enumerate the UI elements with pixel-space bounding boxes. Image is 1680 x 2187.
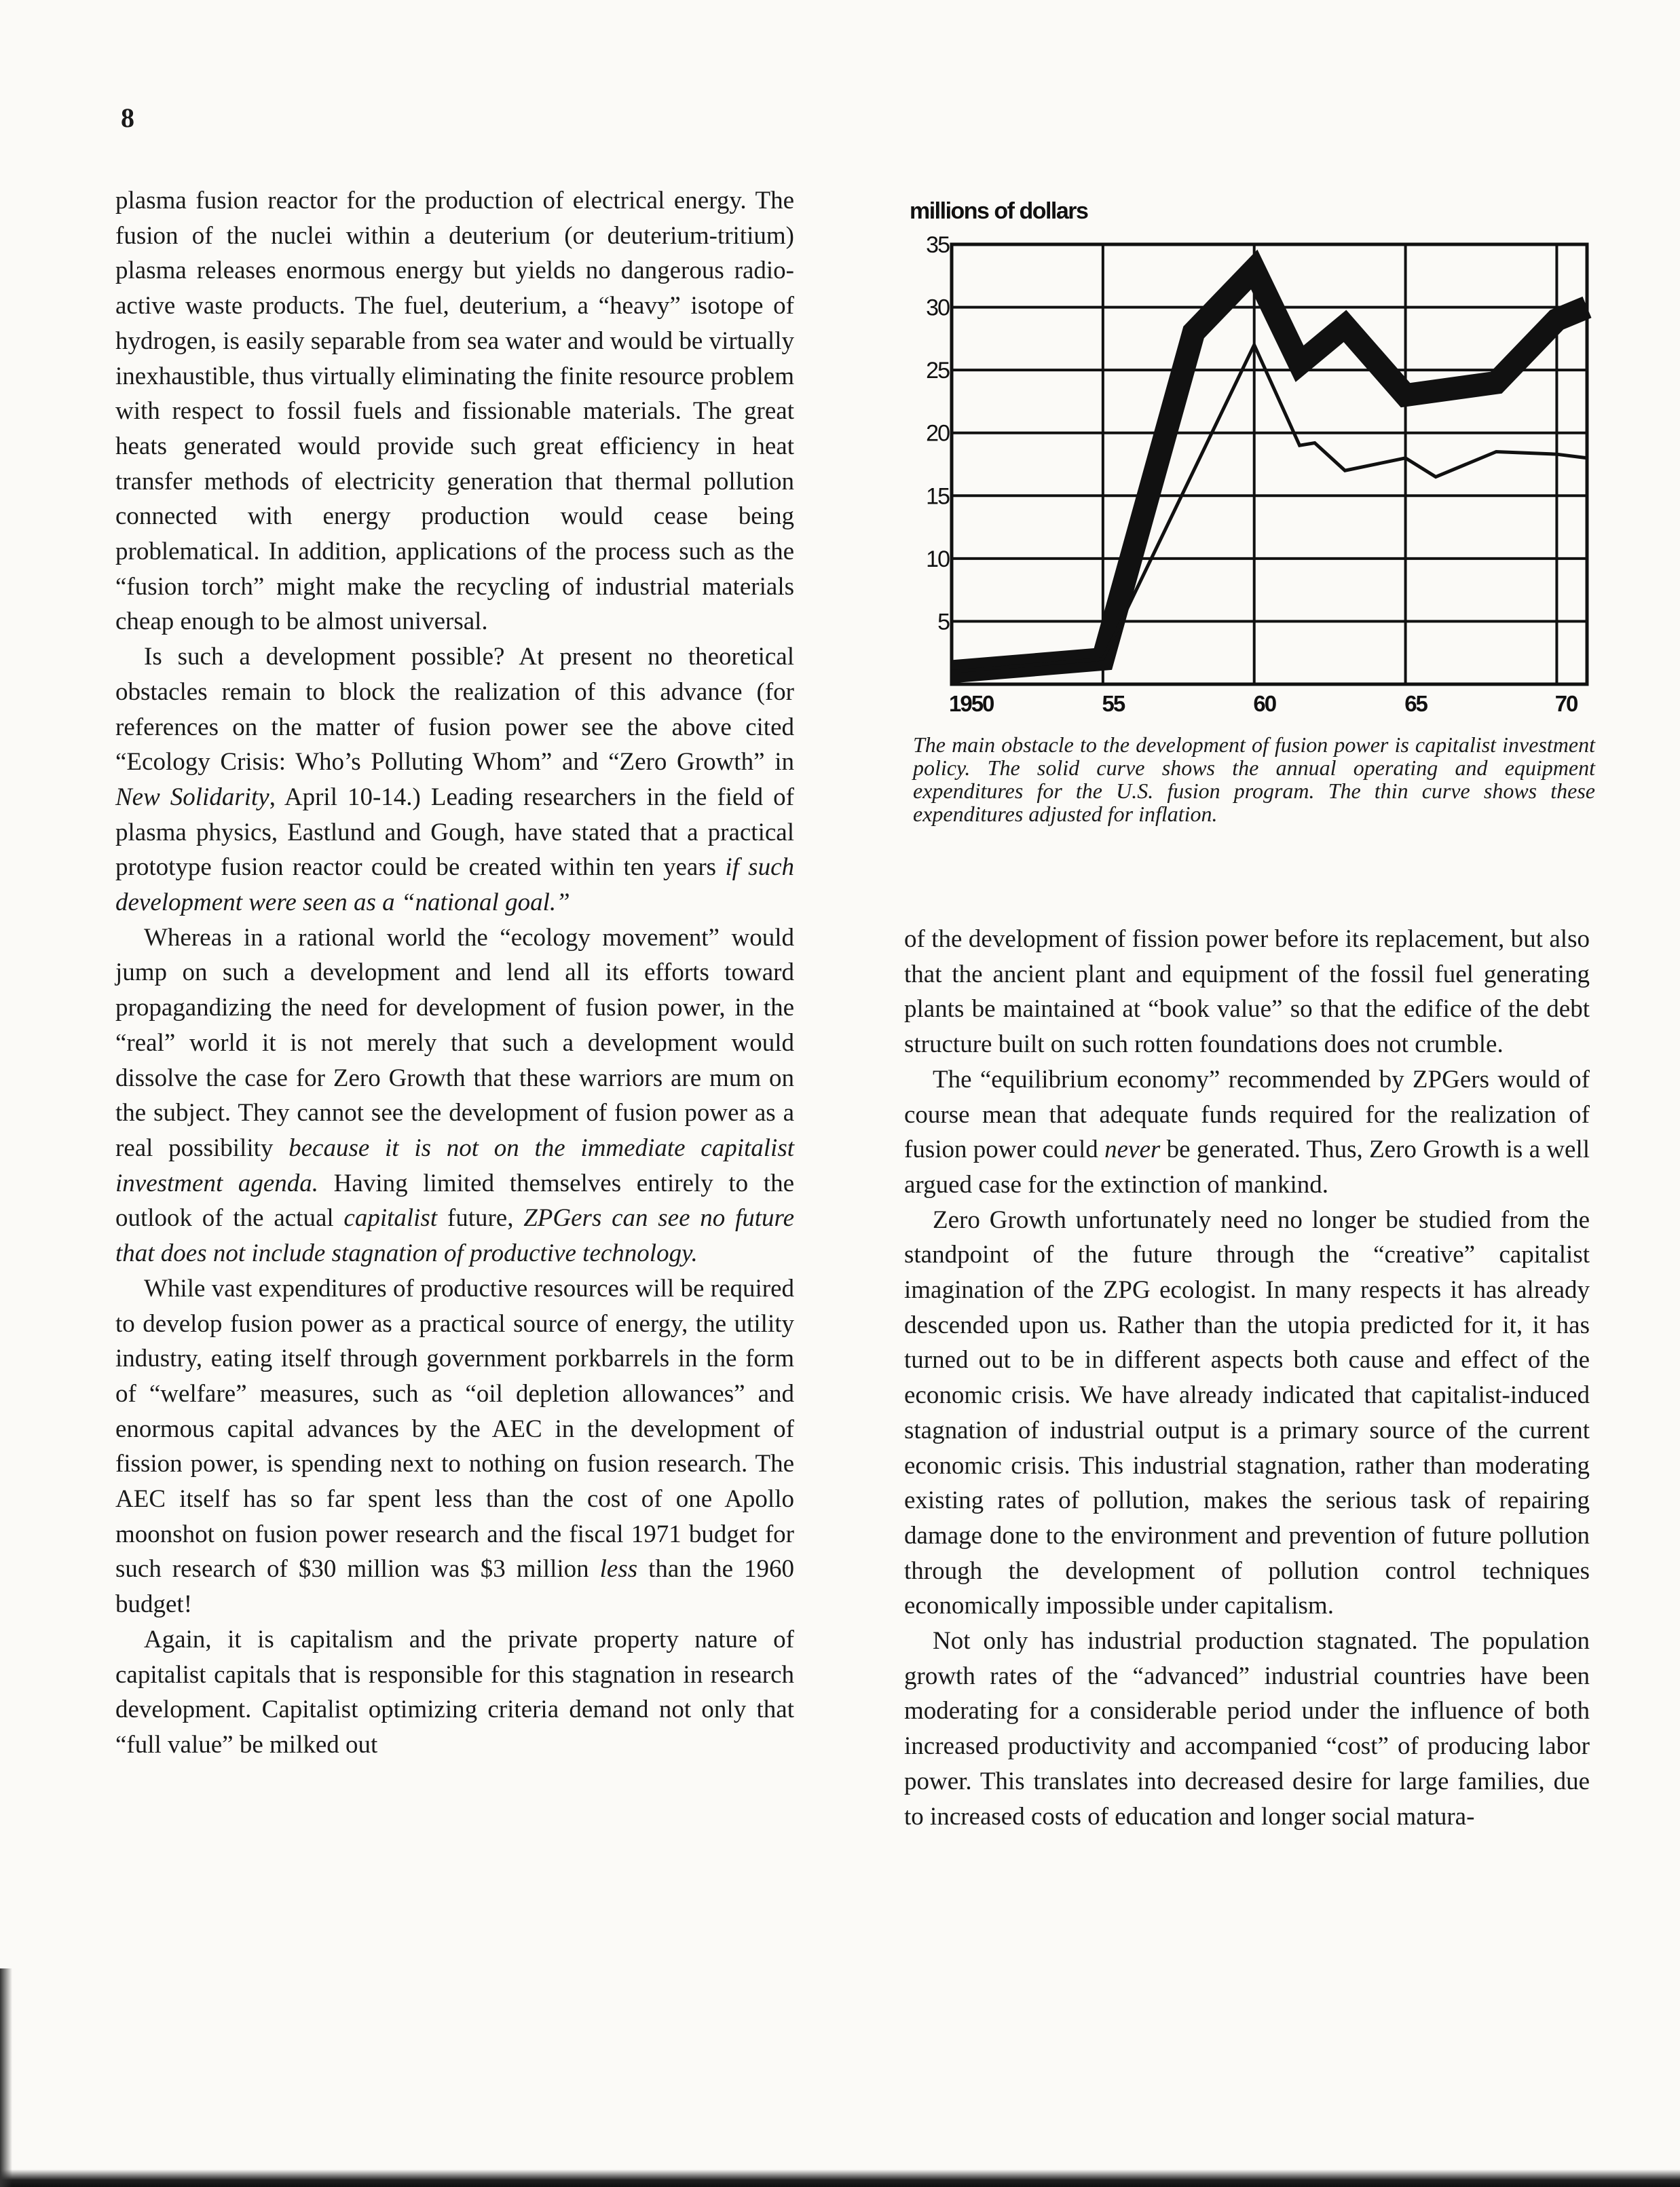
right-column <box>904 922 1590 1834</box>
paragraph <box>115 920 794 1271</box>
italic-text-run: because it is not on the immediate capitalist investment agenda. <box>115 1134 794 1197</box>
x-tick-label: 1950 <box>949 691 994 716</box>
chart-y-ticks <box>926 232 950 635</box>
x-tick-label: 65 <box>1404 691 1427 716</box>
chart-series-group <box>952 269 1587 671</box>
x-tick-label: 70 <box>1554 691 1578 716</box>
page-bottom-edge <box>0 2169 1680 2187</box>
italic-text-run: if such development were seen as a “national goal.” <box>115 853 794 917</box>
y-tick-label: 5 <box>937 609 949 635</box>
text-run: Not only has industrial production stagnated. The population growth rates of the “advanced” industrial countries have been moderating for a considerable period under the influence of both increased productivity and accompanied “cost” of producing labor power. This translates into decreased desire for large families, due to increased costs of education and longer social matura- <box>904 1627 1590 1831</box>
paragraph <box>115 1622 794 1763</box>
italic-text-run: never <box>1104 1136 1161 1164</box>
text-run: be generated. Thus, Zero Growth is a well argued case for the extinction of mankind. <box>904 1136 1590 1199</box>
text-run: plasma fusion reactor for the production of electrical energy. The fusion of the nuclei within a deuterium (or deuterium-tritium) plasma releases enormous energy but yields no dangerous radio-active waste products. The fuel, deuterium, a “heavy” isotope of hydrogen, is easily separable from sea water and would be virtually inexhaustible, thus virtually eliminating the finite resource problem with respect to fossil fuels and fissionable materials. The great heats generated would provide such great efficiency in heat transfer methods of electricity generation that thermal pollution connected with energy production would cease being problematical. In addition, applications of the process such as the “fusion torch” might make the recycling of industrial materials cheap enough to be almost universal. <box>115 187 794 636</box>
y-tick-label: 30 <box>926 295 949 321</box>
text-run: While vast expenditures of productive resources will be required to develop fusion power as a practical source of energy, the utility industry, eating itself through government porkbarrels in the form of “welfare” measures, such as “oil depletion allowances” and enormous capital advances by the AEC in the development of fission power, is spending next to nothing on fusion research. The AEC itself has so far spent less than the cost of one Apollo moonshot on fusion power research and the fiscal 1971 budget for such research of $30 million was $3 million <box>115 1274 794 1584</box>
expenditure-chart <box>910 197 1595 718</box>
paragraph <box>115 183 794 639</box>
italic-text-run: less <box>599 1555 638 1584</box>
text-run: Again, it is capitalism and the private property nature of capitalist capitals that is responsible for this stagnation in research development. Capitalist optimizing criteria demand not only that “full value” be milked out <box>115 1625 794 1759</box>
text-run: Whereas in a rational world the “ecology movement” would jump on such a development and lend all its efforts toward propagandizing the need for development of fusion power, in the “real” world it is not merely that such a development would dissolve the case for Zero Growth that these warriors are mum on the subject. They cannot see the development of fusion power as a real possibility <box>115 923 794 1162</box>
text-run: The “equilibrium economy” recommended by ZPGers would of course mean that adequate funds required for the realization of fusion power could <box>904 1065 1590 1164</box>
figure <box>910 197 1595 825</box>
chart-y-axis-label: millions of dollars <box>910 198 1088 224</box>
paragraph <box>115 1271 794 1622</box>
text-run: Zero Growth unfortunately need no longer be studied from the standpoint of the future through the “creative” capitalist imagination of the ZPG ecologist. In many respects it has already descended upon us. Rather than the utopia predicted for it, it has turned out to be in different aspects both cause and effect of the economic crisis. We have already indicated that capitalist-induced stagnation of industrial output is a primary source of the current economic crisis. This industrial stagnation, rather than moderating existing rates of pollution, makes the serious task of repairing damage done to the environment and prevention of future pollution through the development of pollution control techniques economically impossible under capitalism. <box>904 1205 1590 1620</box>
italic-text-run: New Solidarity <box>115 783 269 811</box>
text-run: Having limited themselves entirely to the outlook of the actual <box>115 1169 794 1233</box>
paragraph <box>904 1062 1590 1203</box>
figure-caption: The main obstacle to the development of fusion power is capitalist investment policy. The solid curve shows the annual operating and equipment expenditures for the U.S. fusion program. The thin curve shows these expenditures adjusted for inflation. <box>913 732 1595 826</box>
paragraph <box>904 1624 1590 1834</box>
italic-text-run: capitalist <box>343 1204 438 1233</box>
series-line-thick <box>952 269 1587 671</box>
y-tick-label: 20 <box>926 420 949 447</box>
chart-x-ticks <box>949 691 1578 716</box>
y-tick-label: 15 <box>926 483 949 510</box>
paragraph <box>904 922 1590 1062</box>
left-column <box>115 183 794 1763</box>
x-tick-label: 55 <box>1102 691 1125 716</box>
page-number: 8 <box>121 102 134 133</box>
italic-text-run: ZPGers can see no future that does not include stagnation of productive technology. <box>115 1204 794 1268</box>
text-run: Is such a development possible? At present no theoretical obstacles remain to block the realization of this advance (for references on the matter of fusion power see the above cited “Ecology Crisis: Who’s Polluting Whom” and “Zero Growth” in <box>115 643 794 777</box>
text-run: , April 10-14.) Leading researchers in the field of plasma physics, Eastlund and Gough, have stated that a practical prototype fusion reactor could be created within ten years <box>115 783 794 882</box>
y-tick-label: 25 <box>926 358 949 384</box>
page-left-edge-shadow <box>0 1968 12 2187</box>
x-tick-label: 60 <box>1253 691 1276 716</box>
text-run: future, <box>437 1204 524 1233</box>
y-tick-label: 10 <box>926 546 949 572</box>
text-run: of the development of fission power before its replacement, but also that the ancient plant and equipment of the fossil fuel generating plants be maintained at “book value” so that the edifice of the debt structure built on such rotten foundations does not crumble. <box>904 925 1590 1059</box>
y-tick-label: 35 <box>926 232 949 258</box>
text-run: than the 1960 budget! <box>115 1555 794 1619</box>
paragraph <box>904 1203 1590 1624</box>
paragraph <box>115 639 794 920</box>
